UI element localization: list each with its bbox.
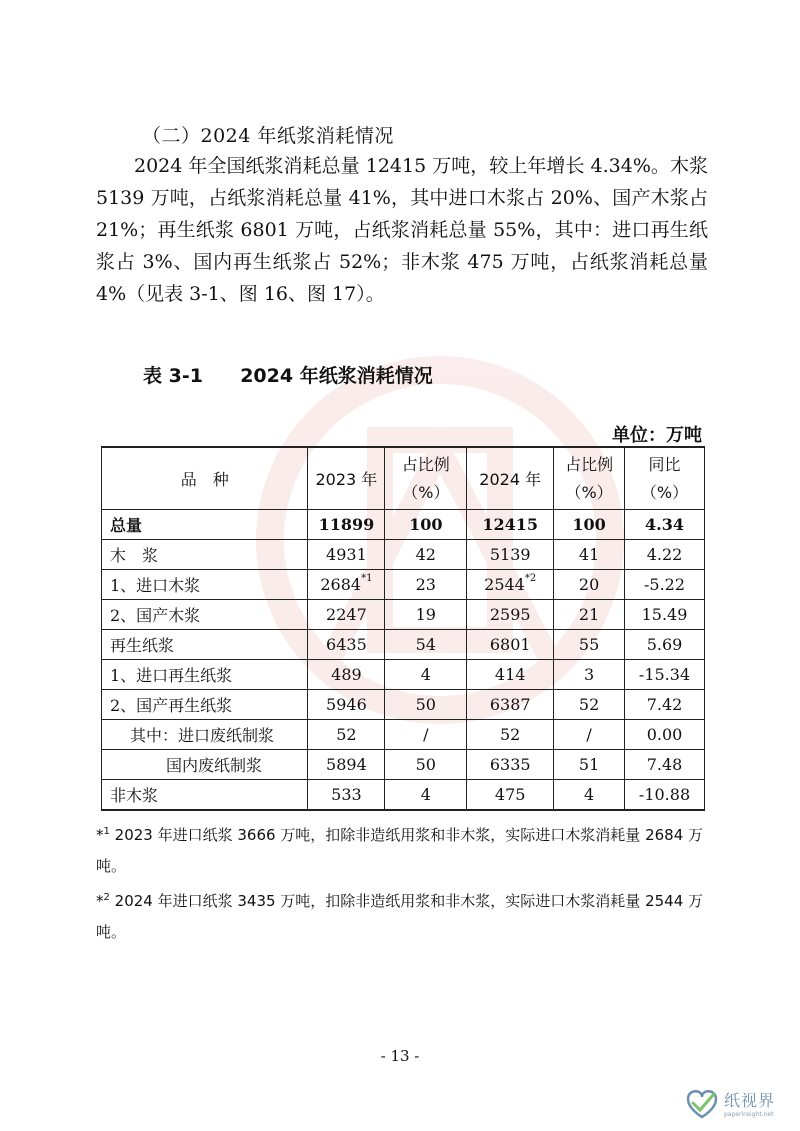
header-category: 品 种 <box>102 447 308 510</box>
header-share-2023 <box>385 447 467 510</box>
footnote-1 <box>96 816 706 882</box>
table-row <box>102 570 705 600</box>
table-number: 表 3-1 <box>143 365 203 387</box>
share-2024: / <box>554 720 625 750</box>
value-2024: 2595 <box>467 600 554 630</box>
row-category: 2、国产木浆 <box>102 600 308 630</box>
table-row <box>102 690 705 720</box>
value-2023: 2684$^{*1}$ <box>308 570 385 600</box>
header-2024: 2024 年 <box>467 447 554 510</box>
yoy: -5.22 <box>625 570 705 600</box>
share-2023: 19 <box>385 600 467 630</box>
table-row <box>102 510 705 540</box>
header-share-2024-line2: （%） <box>565 482 613 502</box>
footnote-text: 2023 年进口纸浆 3666 万吨，扣除非造纸用浆和非木浆，实际进口木浆消耗量 2684 万吨。 <box>96 826 704 875</box>
value-2024: 52 <box>467 720 554 750</box>
row-category: 再生纸浆 <box>102 630 308 660</box>
table-header-row <box>102 447 705 510</box>
value-2023: 52 <box>308 720 385 750</box>
value-2023: 6435 <box>308 630 385 660</box>
yoy: 4.34 <box>625 510 705 540</box>
yoy: 5.69 <box>625 630 705 660</box>
footnote-number: 1 <box>103 826 110 837</box>
footnote-text: 2024 年进口纸浆 3435 万吨，扣除非造纸用浆和非木浆，实际进口木浆消耗量 2544 万吨。 <box>96 892 704 941</box>
share-2023: 23 <box>385 570 467 600</box>
value-2024: 2544$^{*2}$ <box>467 570 554 600</box>
value-2023: 5946 <box>308 690 385 720</box>
value-2023: 2247 <box>308 600 385 630</box>
share-2023: 50 <box>385 750 467 780</box>
footnote-mark: * <box>96 826 104 844</box>
yoy: 15.49 <box>625 600 705 630</box>
share-2023: 42 <box>385 540 467 570</box>
share-2024: 41 <box>554 540 625 570</box>
share-2023: 4 <box>385 660 467 690</box>
share-2023: 100 <box>385 510 467 540</box>
logo-name: 纸视界 <box>724 1091 776 1110</box>
table-title <box>143 361 433 388</box>
footnote-2 <box>96 882 706 948</box>
row-category: 1、进口再生纸浆 <box>102 660 308 690</box>
table-row <box>102 720 705 750</box>
page-number: - 13 - <box>380 1047 420 1065</box>
row-category: 1、进口木浆 <box>102 570 308 600</box>
header-share-2024-line1: 占比例 <box>565 454 614 474</box>
share-2023: 4 <box>385 780 467 811</box>
value-2024: 414 <box>467 660 554 690</box>
row-category: 木 浆 <box>102 540 308 570</box>
share-2024: 100 <box>554 510 625 540</box>
header-share-2024 <box>554 447 625 510</box>
pulp-consumption-table <box>101 446 705 811</box>
value-2023: 533 <box>308 780 385 811</box>
header-yoy-line2: （%） <box>640 482 689 502</box>
yoy: -10.88 <box>625 780 705 811</box>
share-2023: 50 <box>385 690 467 720</box>
footnote-ref: *2 <box>524 573 537 584</box>
table-title-text: 2024 年纸浆消耗情况 <box>240 365 433 387</box>
section-heading: （二）2024 年纸浆消耗情况 <box>142 125 394 147</box>
table-row <box>102 630 705 660</box>
value-2024: 5139 <box>467 540 554 570</box>
value-2024: 475 <box>467 780 554 811</box>
table-row <box>102 780 705 811</box>
value-2023: 11899 <box>308 510 385 540</box>
header-2023: 2023 年 <box>308 447 385 510</box>
yoy: 7.42 <box>625 690 705 720</box>
share-2024: 20 <box>554 570 625 600</box>
share-2024: 51 <box>554 750 625 780</box>
table-row <box>102 750 705 780</box>
value-2023: 489 <box>308 660 385 690</box>
table-row <box>102 660 705 690</box>
row-category: 2、国产再生纸浆 <box>102 690 308 720</box>
yoy: 0.00 <box>625 720 705 750</box>
yoy: 4.22 <box>625 540 705 570</box>
row-category: 其中：进口废纸制浆 <box>102 720 308 750</box>
table-row <box>102 600 705 630</box>
share-2024: 55 <box>554 630 625 660</box>
row-category: 非木浆 <box>102 780 308 811</box>
table-row <box>102 540 705 570</box>
footnotes <box>96 816 706 948</box>
value-2023: 4931 <box>308 540 385 570</box>
header-share-2023-line2: （%） <box>402 482 450 502</box>
value-2024: 6801 <box>467 630 554 660</box>
row-category: 国内废纸制浆 <box>102 750 308 780</box>
yoy: 7.48 <box>625 750 705 780</box>
share-2024: 3 <box>554 660 625 690</box>
checkmark-heart-icon <box>684 1085 720 1121</box>
header-share-2023-line1: 占比例 <box>401 454 450 474</box>
value-2024: 12415 <box>467 510 554 540</box>
body-paragraph: 2024 年全国纸浆消耗总量 12415 万吨，较上年增长 4.34%。木浆 5139 万吨，占纸浆消耗总量 41%，其中进口木浆占 20%、国产木浆占 21%；再生纸浆 6801 万吨，占纸浆消耗总量 55%，其中：进口再生纸浆占 3%、国内再生纸浆占 52%；非木浆 475 万吨，占纸浆消耗总量 4%（见表 3-1、图 16、图 17）。 <box>96 155 708 305</box>
logo-text <box>724 1088 775 1118</box>
share-2024: 52 <box>554 690 625 720</box>
footnote-number: 2 <box>103 892 110 903</box>
share-2024: 4 <box>554 780 625 811</box>
unit-label: 单位：万吨 <box>612 425 702 446</box>
share-2023: / <box>385 720 467 750</box>
logo-url: paperinsight.net <box>724 1111 774 1118</box>
value-2023: 5894 <box>308 750 385 780</box>
yoy: -15.34 <box>625 660 705 690</box>
value-2024: 6387 <box>467 690 554 720</box>
share-2023: 54 <box>385 630 467 660</box>
footnote-mark: * <box>96 892 104 910</box>
header-yoy <box>625 447 705 510</box>
share-2024: 21 <box>554 600 625 630</box>
brand-logo <box>684 1083 794 1123</box>
row-category: 总量 <box>102 510 308 540</box>
header-yoy-line1: 同比 <box>648 454 681 474</box>
footnote-ref: *1 <box>361 573 373 584</box>
value-2024: 6335 <box>467 750 554 780</box>
